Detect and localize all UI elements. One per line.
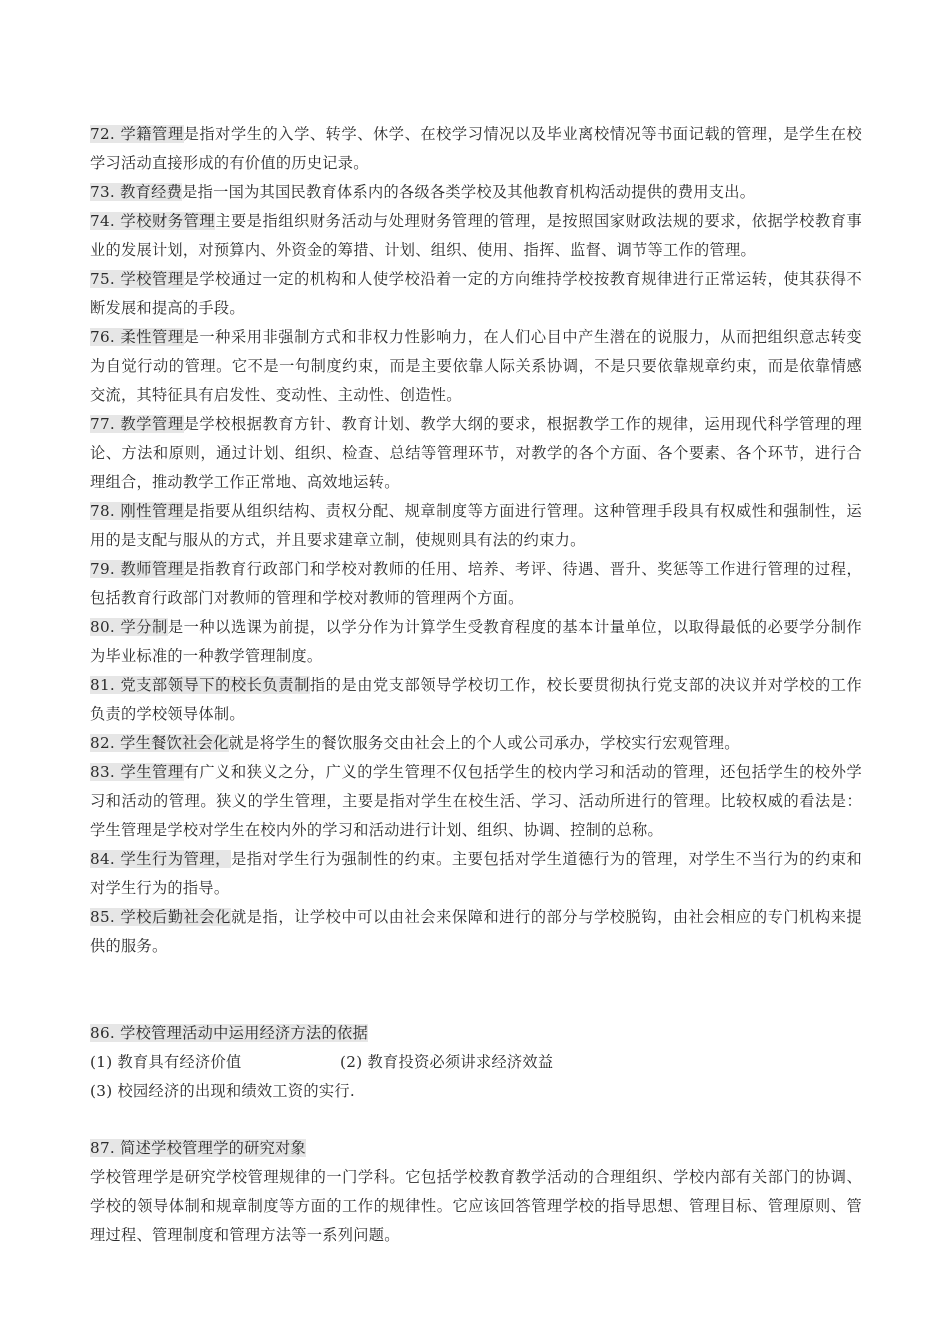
spacer <box>90 961 862 1019</box>
definition-term: 81. 党支部领导下的校长负责制 <box>90 676 310 694</box>
question-87-heading <box>90 1134 862 1163</box>
definition-76 <box>90 323 862 410</box>
definition-text: 是学校根据教育方针、教育计划、教学大纲的要求，根据教学工作的规律，运用现代科学管理的理论、方法和原则，通过计划、组织、检查、总结等管理环节，对教学的各个方面、各个要素、各个环节，进行合理组合，推动教学工作正常地、高效地运转。 <box>90 415 862 491</box>
question-86-option-2: (2) 教育投资必须讲求经济效益 <box>340 1053 554 1071</box>
definition-term: 80. 学分制 <box>90 618 168 636</box>
definition-term: 82. 学生餐饮社会化 <box>90 734 229 752</box>
definition-75 <box>90 265 862 323</box>
definition-text: 就是指，让学校中可以由社会来保障和进行的部分与学校脱钩，由社会相应的专门机构来提供的服务。 <box>90 908 863 955</box>
definition-term: 74. 学校财务管理 <box>90 212 216 230</box>
definition-text: 是指一国为其国民教育体系内的各级各类学校及其他教育机构活动提供的费用支出。 <box>182 183 756 201</box>
definition-text: 有广义和狭义之分，广义的学生管理不仅包括学生的校内学习和活动的管理，还包括学生的校外学习和活动的管理。狭义的学生管理，主要是指对学生在校生活、学习、活动所进行的管理。比较权威的看法是：学生管理是学校对学生在校内外的学习和活动进行计划、组织、协调、控制的总称。 <box>90 763 862 839</box>
definition-85 <box>90 903 862 961</box>
question-87-title: 87. 简述学校管理学的研究对象 <box>90 1139 307 1157</box>
definition-term: 75. 学校管理 <box>90 270 184 288</box>
definition-79 <box>90 555 862 613</box>
definition-text: 是指对学生的入学、转学、休学、在校学习情况以及毕业离校情况等书面记载的管理，是学生在校学习活动直接形成的有价值的历史记录。 <box>90 125 862 172</box>
definition-term: 85. 学校后勤社会化 <box>90 908 231 926</box>
question-86-heading <box>90 1019 862 1048</box>
definition-text: 是一种以选课为前提，以学分作为计算学生受教育程度的基本计量单位，以取得最低的必要学分制作为毕业标准的一种教学管理制度。 <box>90 618 862 665</box>
definition-term: 73. 教育经费 <box>90 183 183 201</box>
definition-term: 84. 学生行为管理， <box>90 850 231 868</box>
definition-84 <box>90 845 862 903</box>
definition-term: 78. 刚性管理 <box>90 502 184 520</box>
question-86-option-3: (3) 校园经济的出现和绩效工资的实行. <box>90 1082 355 1100</box>
definition-term: 76. 柔性管理 <box>90 328 184 346</box>
definition-text: 主要是指组织财务活动与处理财务管理的管理，是按照国家财政法规的要求，依据学校教育事业的发展计划，对预算内、外资金的筹措、计划、组织、使用、指挥、监督、调节等工作的管理。 <box>90 212 862 259</box>
definition-text: 是指要从组织结构、责权分配、规章制度等方面进行管理。这种管理手段具有权威性和强制性，运用的是支配与服从的方式，并且要求建章立制，使规则具有法的约束力。 <box>90 502 862 549</box>
definition-term: 79. 教师管理 <box>90 560 184 578</box>
definition-83 <box>90 758 862 845</box>
definition-82 <box>90 729 862 758</box>
question-86-options <box>90 1048 862 1077</box>
question-87-answer: 学校管理学是研究学校管理规律的一门学科。它包括学校教育教学活动的合理组织、学校内部有关部门的协调、学校的领导体制和规章制度等方面的工作的规律性。它应该回答管理学校的指导思想、管理目标、管理原则、管理过程、管理制度和管理方法等一系列问题。 <box>90 1168 862 1244</box>
definition-text: 指的是由党支部领导学校切工作，校长要贯彻执行党支部的决议并对学校的工作负责的学校领导体制。 <box>90 676 863 723</box>
question-86-title: 86. 学校管理活动中运用经济方法的依据 <box>90 1024 368 1042</box>
definition-text: 是一种采用非强制方式和非权力性影响力，在人们心目中产生潜在的说服力，从而把组织意志转变为自觉行动的管理。它不是一句制度约束，而是主要依靠人际关系协调，不是只要依靠规章约束，而是依靠情感交流，其特征具有启发性、变动性、主动性、创造性。 <box>90 328 862 404</box>
definition-81 <box>90 671 862 729</box>
document-page <box>90 120 862 1250</box>
definition-term: 72. 学籍管理 <box>90 125 184 143</box>
definition-72 <box>90 120 862 178</box>
definition-73 <box>90 178 862 207</box>
definition-text: 是学校通过一定的机构和人使学校沿着一定的方向维持学校按教育规律进行正常运转，使其获得不断发展和提高的手段。 <box>90 270 862 317</box>
definition-77 <box>90 410 862 497</box>
definition-74 <box>90 207 862 265</box>
definition-text: 是指对学生行为强制性的约束。主要包括对学生道德行为的管理，对学生不当行为的约束和对学生行为的指导。 <box>90 850 863 897</box>
question-86-option-1: (1) 教育具有经济价值 <box>90 1053 242 1071</box>
definition-text: 就是将学生的餐饮服务交由社会上的个人或公司承办，学校实行宏观管理。 <box>228 734 740 752</box>
definition-text: 是指教育行政部门和学校对教师的任用、培养、考评、待遇、晋升、奖惩等工作进行管理的过程，包括教育行政部门对教师的管理和学校对教师的管理两个方面。 <box>90 560 862 607</box>
definition-80 <box>90 613 862 671</box>
spacer <box>90 1106 862 1134</box>
definition-78 <box>90 497 862 555</box>
definition-term: 77. 教学管理 <box>90 415 184 433</box>
definition-term: 83. 学生管理 <box>90 763 184 781</box>
